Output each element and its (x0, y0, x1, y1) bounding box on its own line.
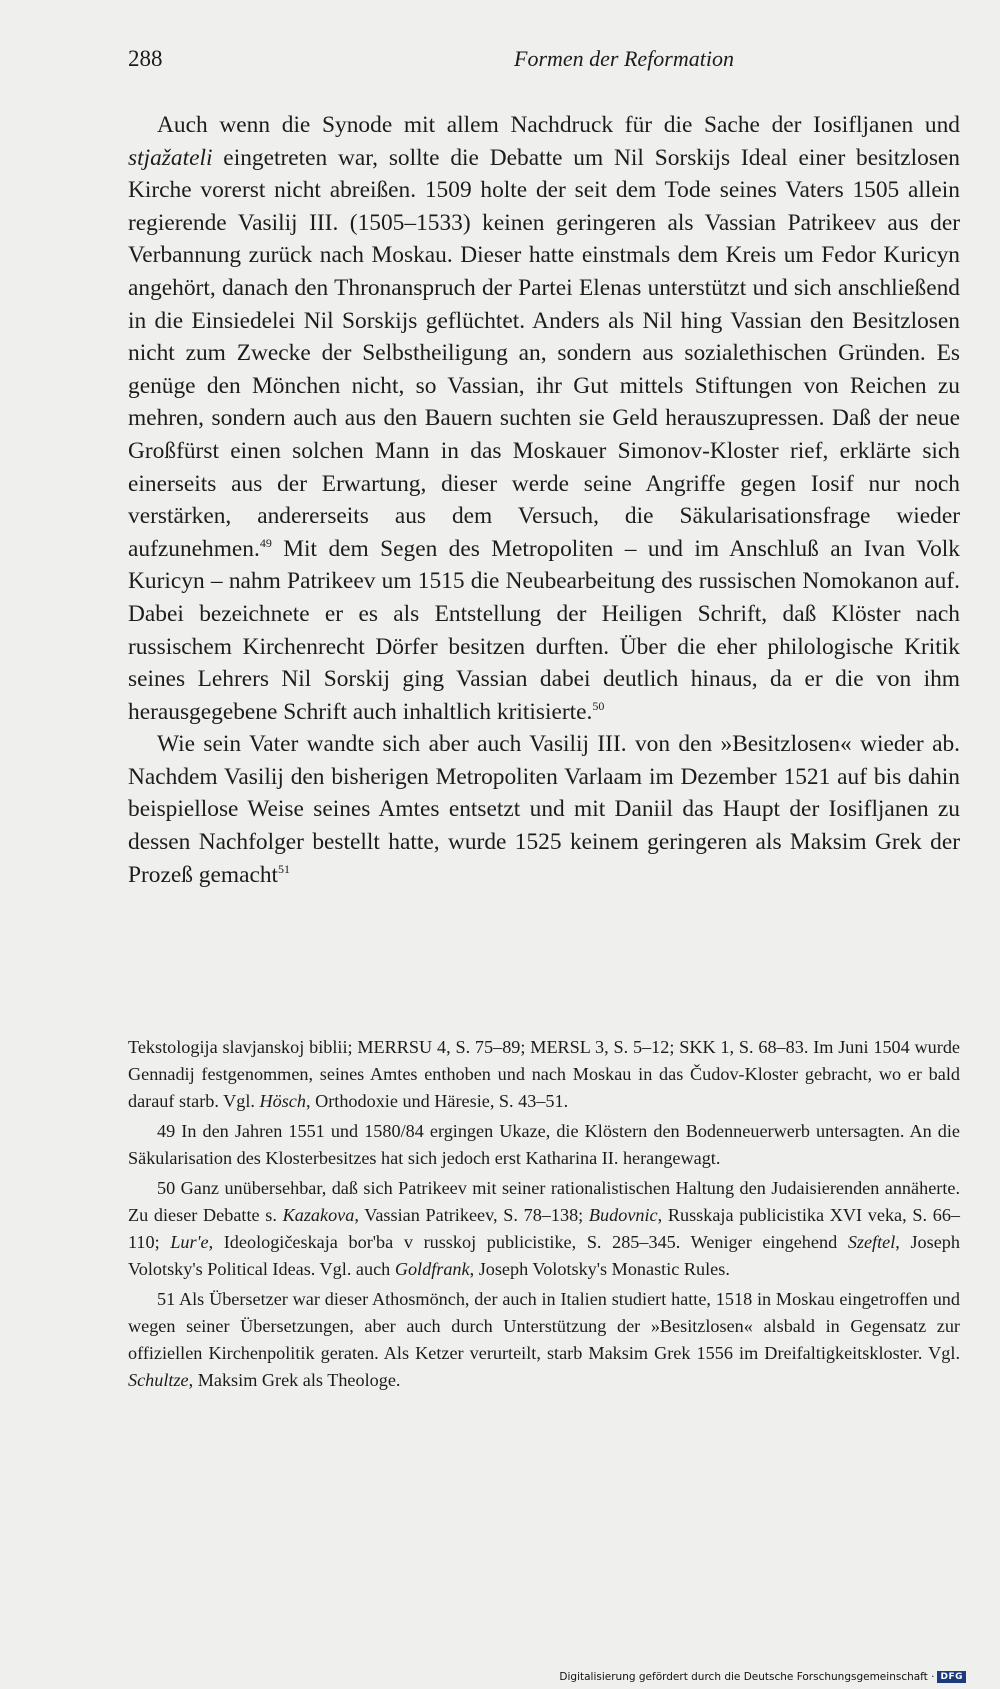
page-header (128, 46, 960, 80)
italic-text: Kazakova (282, 1205, 355, 1225)
footnote-ref: 50 (592, 698, 605, 713)
footnote-50 (128, 1175, 960, 1283)
italic-text: stjažateli (128, 144, 213, 171)
italic-text: Hösch (259, 1091, 306, 1111)
page-number: 288 (128, 46, 163, 71)
footnote-49 (128, 1118, 960, 1172)
italic-text: Szeftel (847, 1232, 896, 1252)
credit-text: Digitalisierung gefördert durch die Deutsche Forschungsgemeinschaft · (559, 1671, 935, 1683)
text-run: , Vassian Patrikeev, S. 78–138; (354, 1205, 589, 1225)
text-run: eingetreten war, sollte die Debatte um Nil Sorskijs Ideal einer besitzlosen Kirche vorerst nicht abreißen. 1509 holte der seit dem Tode seines Vaters 1505 allein regierende Vasilij III. (1505–1533) keinen geringeren als Vassian Patrikeev aus der Verbannung zurück nach Moskau. Dieser hatte einstmals dem Kreis um Fedor Kuricyn angehört, danach den Thronanspruch der Partei Elenas unterstützt und sich anschließend in die Einsiedelei Nil Sorskijs geflüchtet. Anders als Nil hing Vassian den Besitzlosen nicht zum Zwecke der Selbstheiligung an, sondern aus sozialethischen Gründen. Es genüge den Mönchen nicht, so Vassian, ihr Gut mittels Stiftungen von Reichen zu mehren, sondern auch aus den Bauern suchten sie Geld herauszupressen. Daß der neue Großfürst einen solchen Mann in das Moskauer Simonov-Kloster rief, erklärte sich einerseits aus der Erwartung, dieser werde seine Angriffe gegen Iosif nur noch verstärken, andererseits aus dem Versuch, die Säkularisationsfrage wieder aufzunehmen. (128, 144, 960, 562)
footnote-ref: 49 (259, 535, 272, 550)
italic-text: Lur'e (170, 1232, 209, 1252)
footnote-continuation (128, 1034, 960, 1115)
main-text (128, 109, 960, 891)
text-run: Tekstologija slavjanskoj biblii; MERRSU 4, S. 75–89; MERSL 3, S. 5–12; SKK 1, S. 68–83. Im Juni 1504 wurde Gennadij festgenommen, seines Amtes enthoben und nach Moskau in das Čudov-Kloster gebracht, wo er bald darauf starb. Vgl. (128, 1037, 960, 1111)
text-run: Auch wenn die Synode mit allem Nachdruck für die Sache der Iosifljanen und (157, 112, 960, 138)
text-run: , Orthodoxie und Häresie, S. 43–51. (305, 1091, 569, 1111)
text-run: Wie sein Vater wandte sich aber auch Vasilij III. von den »Besitzlosen« wieder ab. Nachdem Vasilij den bisherigen Metropoliten Varlaam im Dezember 1521 auf bis dahin beispiellose Weise seines Amtes entsetzt und mit Daniil das Haupt der Iosifljanen zu dessen Nachfolger bestellt hatte, wurde 1525 keinem geringeren als Maksim Grek der Prozeß gemacht (128, 731, 960, 888)
italic-text: Budovnic (588, 1205, 658, 1225)
italic-text: Goldfrank (394, 1259, 470, 1279)
paragraph (128, 728, 960, 891)
text-run: , Joseph Volotsky's Monastic Rules. (469, 1259, 730, 1279)
text-run: 51 Als Übersetzer war dieser Athosmönch, der auch in Italien studiert hatte, 1518 in Moskau eingetroffen und wegen seiner Übersetzungen, aber auch durch Unterstützung der »Besitzlosen« alsbald in Gegensatz zur offiziellen Kirchenpolitik geraten. Als Ketzer verurteilt, starb Maksim Grek 1556 im Dreifaltigkeitskloster. Vgl. (128, 1289, 960, 1363)
text-run: 50 Ganz unübersehbar, daß sich Patrikeev mit seiner rationalistischen Haltung den Judaisierenden annäherte. Zu dieser Debatte s. (128, 1178, 960, 1225)
text-run: , Joseph Volotsky's Political Ideas. Vgl. auch (128, 1232, 960, 1279)
text-run: , Ideologičeskaja bor'ba v russkoj publicistike, S. 285–345. Weniger eingehend (208, 1232, 848, 1252)
footnote-51 (128, 1286, 960, 1394)
footnotes (128, 1034, 960, 1397)
italic-text: Schultze (128, 1370, 189, 1390)
dfg-logo: DFG (937, 1671, 966, 1683)
text-run: , Maksim Grek als Theologe. (188, 1370, 401, 1390)
text-run: Mit dem Segen des Metropoliten – und im Anschluß an Ivan Volk Kuricyn – nahm Patrikeev um 1515 die Neubearbeitung des russischen Nomokanon auf. Dabei bezeichnete er es als Entstellung der Heiligen Schrift, daß Klöster nach russischem Kirchenrecht Dörfer besitzen durften. Über die eher philologische Kritik seines Lehrers Nil Sorskij ging Vassian dabei deutlich hinaus, da er die von ihm herausgegebene Schrift auch inhaltlich kritisierte. (128, 535, 960, 725)
paragraph (128, 109, 960, 728)
text-run: 49 In den Jahren 1551 und 1580/84 ergingen Ukaze, die Klöstern den Bodenneuerwerb untersagten. An die Säkularisation des Klosterbesitzes hat sich jedoch erst Katharina II. herangewagt. (128, 1121, 960, 1168)
running-title: Formen der Reformation (514, 46, 734, 71)
digitization-credit (559, 1671, 966, 1683)
text-run: , Russkaja publicistika XVI veka, S. 66–110; (128, 1205, 961, 1252)
footnote-ref: 51 (278, 861, 291, 876)
